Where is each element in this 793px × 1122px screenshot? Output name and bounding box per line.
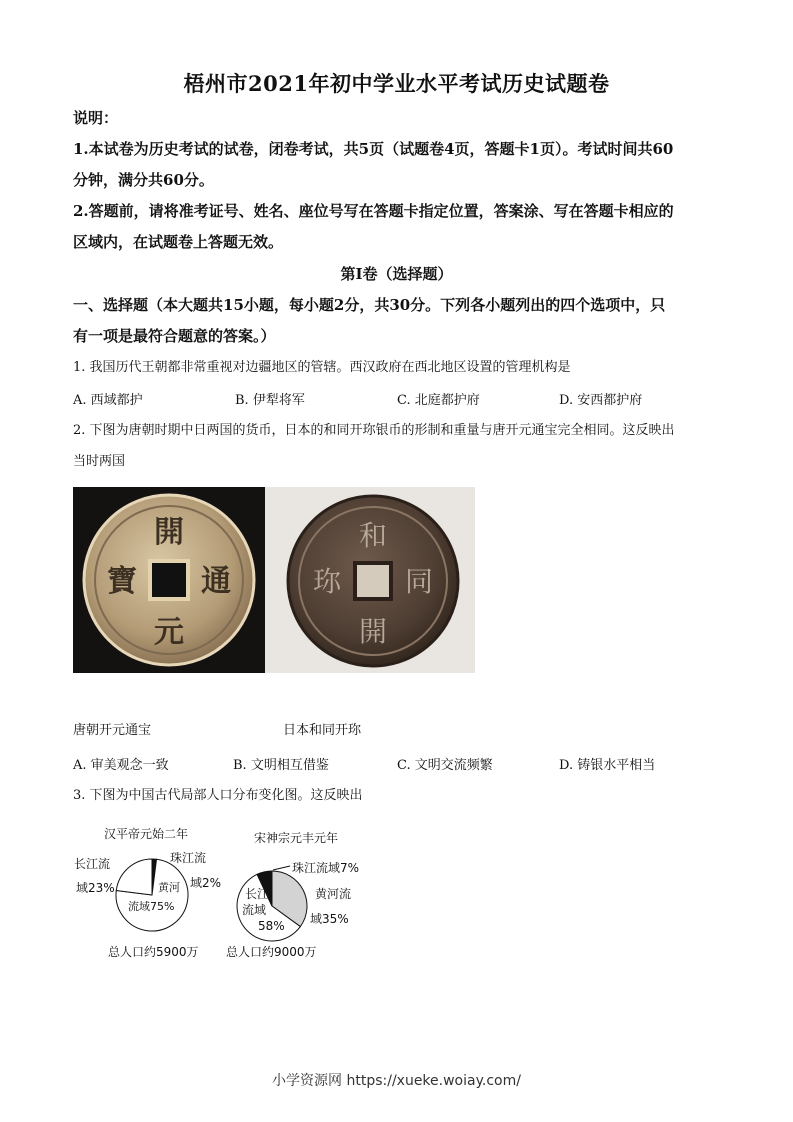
coin1-char-top: 開 [154,515,184,550]
pie1-slice-changjiang [116,859,152,895]
section-title: 第Ⅰ卷（选择题） [340,265,453,283]
pie1-label-huanghe-line1: 黄河 [158,881,180,894]
kaiyuan-tongbao-coin-image [73,487,265,673]
q1-option-a: A. 西域都护 [73,393,143,408]
coin2-char-bottom: 開 [358,615,388,648]
pie1-label-zhujiang-line1: 珠江流 [170,851,207,865]
pie1-title: 汉平帝元始二年 [103,827,189,841]
coin1-char-right: 通 [201,564,231,599]
pie2-zhujiang-leader-line [273,866,290,870]
coin1-char-bottom: 元 [154,615,184,650]
pie2-total: 总人口约9000万 [226,945,317,959]
q3-stem: 3. 下图为中国古代局部人口分布变化图。这反映出 [73,788,363,803]
coin2-char-top: 和 [358,519,388,552]
pie2-label-zhujiang: 珠江流域7% [292,861,360,875]
coin-images [73,487,475,673]
coin1-char-left: 寶 [107,564,137,599]
pie1-total: 总人口约5900万 [108,945,199,959]
q2-option-c: C. 文明交流频繁 [397,758,493,773]
notes-item2-line2: 区域内，在试题卷上答题无效。 [73,233,284,251]
coin1-caption: 唐朝开元通宝 [73,723,152,738]
pie2-label-changjiang-line3: 58% [258,919,285,933]
q2-option-d: D. 铸银水平相当 [559,758,656,773]
section-instruction-line2: 有一项是最符合题意的答案。） [73,327,276,345]
pie2-label-changjiang-line1: 长江 [245,887,270,901]
coin2-char-right: 同 [404,565,434,598]
notes-item1-line2: 分钟，满分共60分。 [73,171,214,189]
notes-item1-line1: 1.本试卷为历史考试的试卷，闭卷考试，共5页（试题卷4页，答题卡1页）。考试时间共60 [73,140,674,158]
pie2-label-changjiang-line2: 流域 [242,903,267,917]
q2-stem-line2: 当时两国 [73,454,126,469]
page-title: 梧州市2021年初中学业水平考试历史试题卷 [183,71,610,96]
q1-option-c: C. 北庭都护府 [397,393,480,408]
pie1-label-huanghe-line2: 流域75% [128,900,175,913]
q2-stem-line1: 2. 下图为唐朝时期中日两国的货币，日本的和同开珎银币的形制和重量与唐开元通宝完全相同。这反映出 [73,423,675,438]
q2-option-b: B. 文明相互借鉴 [233,758,329,773]
wado-kaichin-coin-image [265,487,475,673]
notes-heading: 说明： [73,109,119,127]
section-instruction-line1: 一、选择题（本大题共15小题，每小题2分，共30分。下列各小题列出的四个选项中，只 [73,296,666,314]
pie2-label-huanghe-line1: 黄河流 [315,887,352,901]
coin2-caption: 日本和同开珎 [283,723,362,738]
pie1-label-zhujiang-line2: 域2% [190,876,222,890]
population-pie-charts [60,820,380,970]
q1-option-b: B. 伊犁将军 [235,393,305,408]
pie2-label-huanghe-line2: 域35% [310,912,349,926]
pie1-label-changjiang-line2: 域23% [76,881,115,895]
pie1-slices [116,859,188,931]
pie1-label-changjiang-line1: 长江流 [74,857,111,871]
q1-stem: 1. 我国历代王朝都非常重视对边疆地区的管辖。西汉政府在西北地区设置的管理机构是 [73,360,571,375]
notes-item2-line1: 2.答题前，请将准考证号、姓名、座位号写在答题卡指定位置，答案涂、写在答题卡相应的 [73,202,674,220]
q2-option-a: A. 审美观念一致 [73,758,169,773]
page-footer: 小学资源网 https://xueke.woiay.com/ [272,1073,521,1089]
q1-option-d: D. 安西都护府 [559,393,643,408]
coin2-char-left: 珎 [312,565,342,598]
pie2-title: 宋神宗元丰元年 [253,831,339,845]
